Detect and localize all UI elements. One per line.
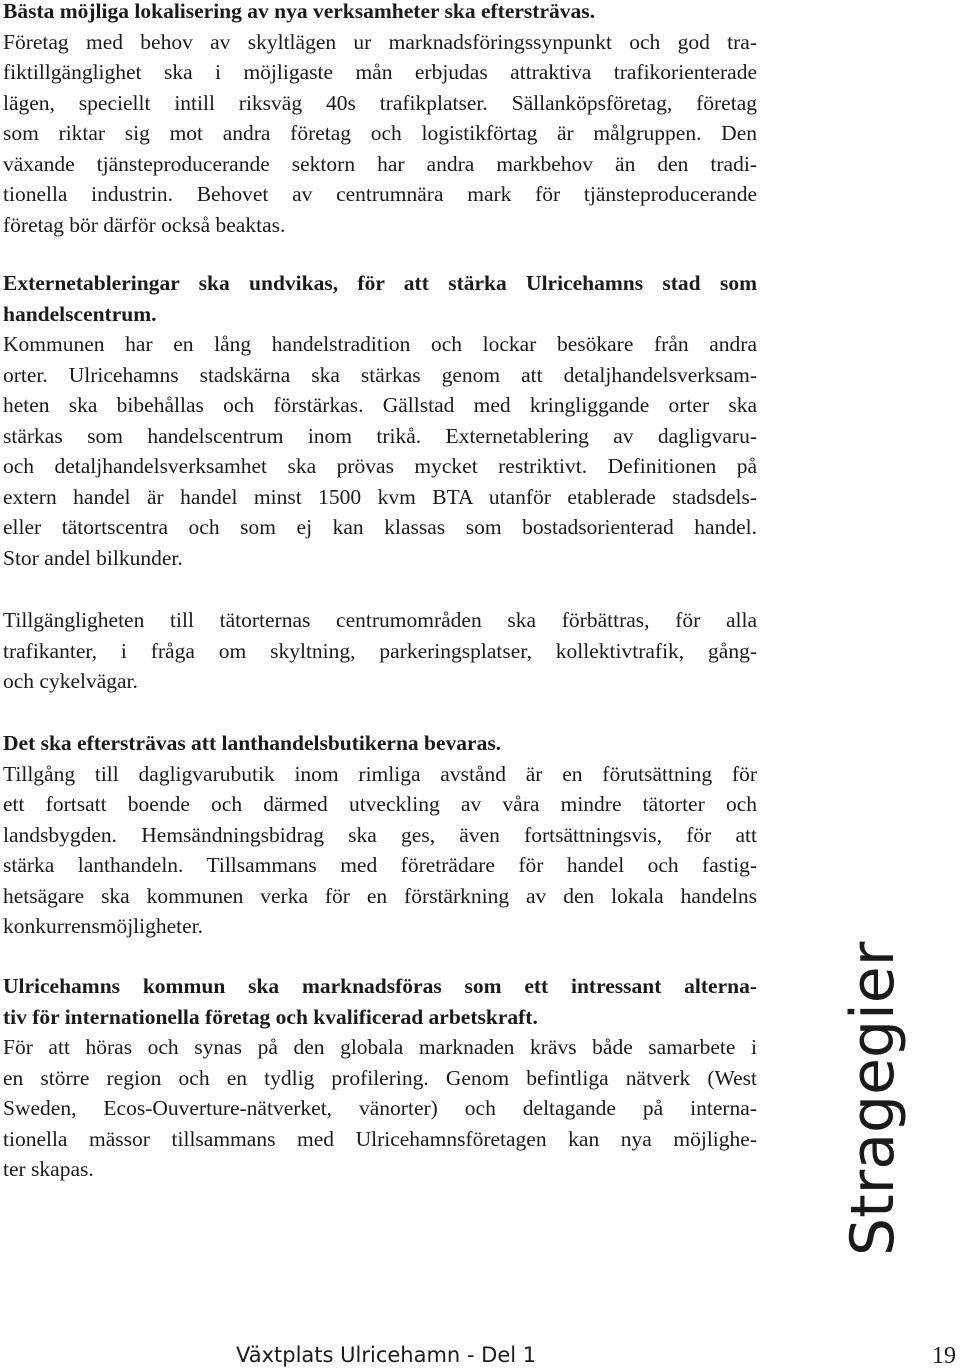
text-line: [3, 149, 757, 180]
text-line: [3, 27, 757, 58]
text-line: [3, 636, 757, 667]
section-lanthandel: [3, 728, 757, 942]
bold-heading-text: Externetableringar ska undvikas, för att stärka Ulricehamns stad som: [3, 271, 757, 295]
section-externetableringar: [3, 268, 757, 573]
text-line: [3, 605, 757, 636]
text-line: [3, 88, 757, 119]
body-text: tionella mässor tillsammans med Ulricehamnsföretagen kan nya möjlighe-: [3, 1126, 757, 1151]
body-text: växande tjänsteproducerande sektorn har andra markbehov än den tradi-: [3, 151, 757, 176]
body-text: ett fortsatt boende och därmed utveckling av våra mindre tätorter och: [3, 792, 757, 816]
body-text: eller tätortscentra och som ej kan klassas som bostadsorienterad handel.: [3, 515, 757, 539]
text-line: [3, 268, 757, 299]
text-line: [3, 728, 757, 759]
text-line: [3, 179, 757, 210]
body-text: landsbygden. Hemsändningsbidrag ska ges, även fortsättningsvis, för att: [3, 822, 757, 847]
text-line: [3, 299, 757, 330]
text-line: [3, 1002, 757, 1033]
body-text: som riktar sig mot andra företag och logistikförtag är målgruppen. Den: [3, 121, 757, 145]
text-line: [3, 329, 757, 360]
bold-heading-text: handelscentrum.: [3, 301, 157, 326]
page-number: 19: [932, 1343, 956, 1369]
text-line: [3, 0, 757, 27]
text-line: [3, 421, 757, 452]
body-text: För att höras och synas på den globala marknaden krävs både samarbete i: [3, 1035, 757, 1059]
text-line: [3, 1093, 757, 1124]
body-text: heten ska bibehållas och förstärkas. Gällstad med kringliggande orter ska: [3, 393, 757, 417]
text-line: [3, 1124, 757, 1155]
bold-heading-text: Ulricehamns kommun ska marknadsföras som ett intressant alterna-: [3, 974, 757, 998]
body-text: ter skapas.: [3, 1157, 94, 1181]
text-line: [3, 451, 757, 482]
body-text: fiktillgänglighet ska i möjligaste mån erbjudas attraktiva trafikorienterade: [3, 60, 757, 84]
text-line: [3, 759, 757, 790]
body-text: stärka lanthandeln. Tillsammans med företrädare för handel och fastig-: [3, 853, 757, 877]
text-line: [3, 1032, 757, 1063]
text-line: [3, 789, 757, 820]
body-text: och cykelvägar.: [3, 669, 138, 693]
bold-heading-text: Bästa möjliga lokalisering av nya verksamheter ska eftersträvas.: [3, 0, 595, 23]
text-line: [3, 512, 757, 543]
text-line: [3, 666, 757, 697]
section-lokalisering: [3, 0, 757, 240]
body-text: Tillgång till dagligvarubutik inom rimliga avstånd är en förutsättning för: [3, 761, 757, 786]
body-text: konkurrensmöjligheter.: [3, 914, 204, 938]
section-tillganglighet: [3, 605, 757, 697]
text-line: [3, 971, 757, 1002]
body-text: extern handel är handel minst 1500 kvm BTA utanför etablerade stadsdels-: [3, 484, 757, 509]
text-line: [3, 57, 757, 88]
body-text: lägen, speciellt intill riksväg 40s trafikplatser. Sällanköpsföretag, företag: [3, 90, 757, 115]
body-text: Stor andel bilkunder.: [3, 545, 183, 570]
text-line: [3, 543, 757, 574]
section-marknadsforing: [3, 971, 757, 1185]
body-text: hetsägare ska kommunen verka för en förstärkning av den lokala handelns: [3, 883, 757, 908]
text-line: [3, 881, 757, 912]
text-line: [3, 1154, 757, 1185]
text-line: [3, 820, 757, 851]
body-text: orter. Ulricehamns stadskärna ska stärkas genom att detaljhandelsverksam-: [3, 362, 757, 387]
body-text: företag bör därför också beaktas.: [3, 212, 286, 237]
bold-heading-text: tiv för internationella företag och kvalificerad arbetskraft.: [3, 1004, 538, 1029]
body-text: tionella industrin. Behovet av centrumnära mark för tjänsteproducerande: [3, 182, 757, 206]
text-line: [3, 210, 757, 241]
body-text: stärkas som handelscentrum inom trikå. Externetablering av dagligvaru-: [3, 423, 757, 448]
body-text: Kommunen har en lång handelstradition och lockar besökare från andra: [3, 332, 757, 356]
footer-title: Växtplats Ulricehamn - Del 1: [236, 1343, 537, 1367]
text-line: [3, 1063, 757, 1094]
body-text: Företag med behov av skyltlägen ur marknadsföringssynpunkt och god tra-: [3, 29, 757, 54]
body-text: Sweden, Ecos-Ouverture-nätverket, vänorter) och deltagande på interna-: [3, 1096, 757, 1120]
text-line: [3, 850, 757, 881]
body-text: och detaljhandelsverksamhet ska prövas mycket restriktivt. Definitionen på: [3, 454, 757, 478]
text-line: [3, 118, 757, 149]
text-line: [3, 390, 757, 421]
body-text: trafikanter, i fråga om skyltning, parkeringsplatser, kollektivtrafik, gång-: [3, 638, 757, 663]
side-title: Stragegier: [838, 941, 908, 1256]
bold-heading-text: Det ska eftersträvas att lanthandelsbutikerna bevaras.: [3, 731, 502, 755]
body-text: en större region och en tydlig profilering. Genom befintliga nätverk (West: [3, 1065, 757, 1090]
body-text: Tillgängligheten till tätorternas centrumområden ska förbättras, för alla: [3, 608, 757, 632]
text-line: [3, 360, 757, 391]
text-line: [3, 482, 757, 513]
text-line: [3, 911, 757, 942]
